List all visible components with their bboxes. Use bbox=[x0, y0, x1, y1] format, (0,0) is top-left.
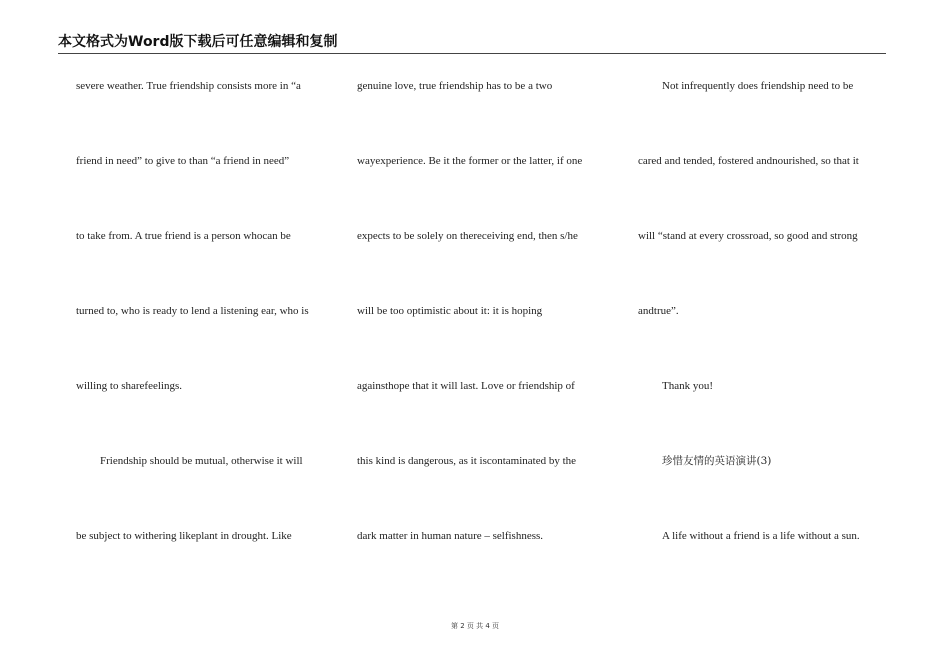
paragraph-line: will “stand at every crossroad, so good and strong bbox=[638, 230, 858, 242]
paragraph-line: A life without a friend is a life without a sun. bbox=[662, 530, 860, 542]
paragraph-line: friend in need” to give to than “a friend in need” bbox=[76, 155, 290, 167]
paragraph-line: willing to sharefeelings. bbox=[76, 380, 183, 392]
paragraph-line: andtrue”. bbox=[638, 305, 679, 317]
text-column-2 bbox=[357, 78, 612, 603]
paragraph-line: Friendship should be mutual, otherwise it will bbox=[100, 455, 303, 467]
text-column-3 bbox=[638, 78, 886, 603]
paragraph-line: expects to be solely on thereceiving end, then s/he bbox=[357, 230, 578, 242]
paragraph-line: wayexperience. Be it the former or the latter, if one bbox=[357, 155, 583, 167]
paragraph-line: will be too optimistic about it: it is hoping bbox=[357, 305, 543, 317]
section-heading: 珍惜友情的英语演讲(3) bbox=[662, 455, 772, 467]
page-number: 第 2 页 共 4 页 bbox=[450, 622, 500, 630]
paragraph-line: againsthope that it will last. Love or friendship of bbox=[357, 380, 575, 392]
header-title: 本文格式为Word版下载后可任意编辑和复制 bbox=[58, 34, 338, 50]
paragraph-line: genuine love, true friendship has to be a two bbox=[357, 80, 553, 92]
paragraph-line: to take from. A true friend is a person whocan be bbox=[76, 230, 291, 242]
paragraph-line: dark matter in human nature – selfishness. bbox=[357, 530, 544, 542]
page-header bbox=[58, 34, 886, 54]
text-column-1 bbox=[76, 78, 331, 603]
paragraph-line: turned to, who is ready to lend a listening ear, who is bbox=[76, 305, 309, 317]
paragraph-line: cared and tended, fostered andnourished, so that it bbox=[638, 155, 859, 167]
paragraph-line: this kind is dangerous, as it iscontaminated by the bbox=[357, 455, 577, 467]
closing-line: Thank you! bbox=[662, 380, 714, 392]
paragraph-line: Not infrequently does friendship need to be bbox=[662, 80, 854, 92]
paragraph-line: be subject to withering likeplant in drought. Like bbox=[76, 530, 292, 542]
paragraph-line: severe weather. True friendship consists more in “a bbox=[76, 80, 301, 92]
